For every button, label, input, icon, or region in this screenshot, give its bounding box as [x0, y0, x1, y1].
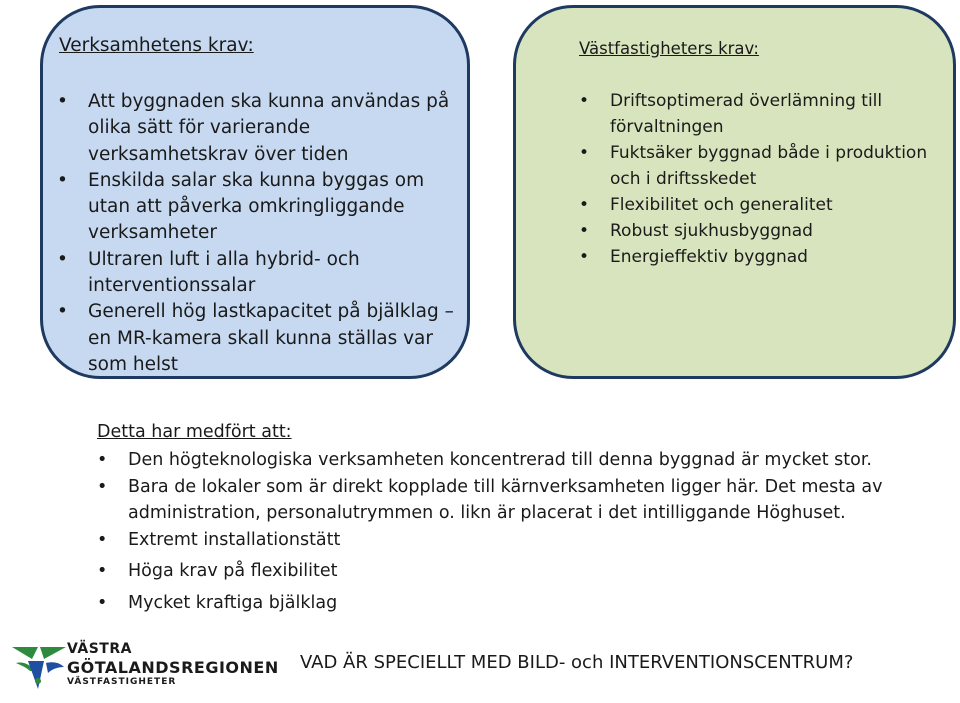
consequences-list	[97, 447, 937, 616]
slide-footer-title: VAD ÄR SPECIELLT MED BILD- och INTERVENTIONSCENTRUM?	[300, 652, 854, 673]
vastfastigheter-requirements-box	[513, 5, 956, 379]
list-item: • Att byggnaden ska kunna användas på olika sätt för varierande verksamhetskrav över tiden	[88, 89, 463, 168]
consequences-section	[97, 422, 937, 616]
list-item: • Bara de lokaler som är direkt kopplade till kärnverksamheten ligger här. Det mesta av administration, personalutrymmen o. likn är placerat i det intilliggande Höghuset.	[97, 474, 937, 527]
list-item: • Den högteknologiska verksamheten koncentrerad till denna byggnad är mycket stor.	[97, 447, 937, 474]
list-item: • Energieffektiv byggnad	[610, 244, 930, 270]
consequences-title: Detta har medfört att:	[97, 422, 292, 442]
list-item: • Generell hög lastkapacitet på bjälklag – en MR-kamera skall kunna ställas var som helst	[88, 299, 463, 378]
list-item: • Mycket kraftiga bjälklag	[97, 590, 937, 617]
list-item: • Flexibilitet och generalitet	[610, 192, 930, 218]
list-item: • Höga krav på flexibilitet	[97, 558, 937, 585]
vgr-emblem-icon	[10, 637, 68, 693]
business-requirements-list	[88, 89, 463, 378]
list-item: • Fuktsäker byggnad både i produktion och i driftsskedet	[610, 140, 930, 192]
vgr-logo	[10, 637, 279, 697]
list-item: • Robust sjukhusbyggnad	[610, 218, 930, 244]
logo-line-1: VÄSTRA	[67, 641, 132, 657]
list-item: • Enskilda salar ska kunna byggas om utan att påverka omkringliggande verksamheter	[88, 168, 463, 247]
list-item: • Extremt installationstätt	[97, 527, 937, 554]
list-item: • Ultraren luft i alla hybrid- och interventionssalar	[88, 247, 463, 300]
list-item: • Driftsoptimerad överlämning till förvaltningen	[610, 88, 930, 140]
business-requirements-title: Verksamhetens krav:	[59, 35, 254, 56]
vastfastigheter-requirements-title: Västfastigheters krav:	[579, 39, 759, 58]
business-requirements-box	[40, 5, 470, 379]
logo-line-3: VÄSTFASTIGHETER	[67, 677, 177, 687]
vastfastigheter-requirements-list	[610, 88, 930, 270]
logo-line-2: GÖTALANDSREGIONEN	[67, 658, 279, 677]
